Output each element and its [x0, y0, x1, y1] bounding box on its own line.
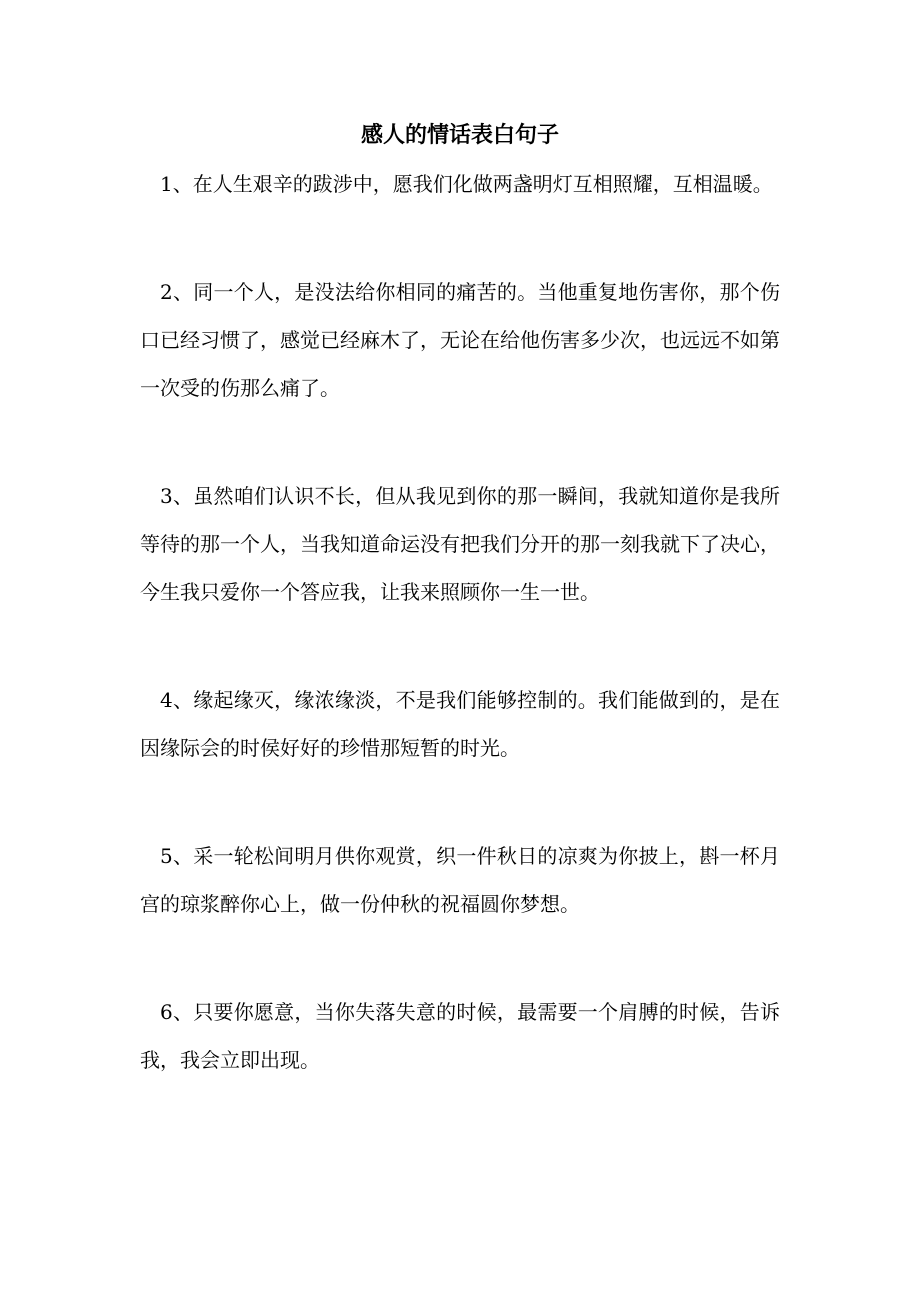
document-title: 感人的情话表白句子: [360, 122, 559, 148]
paragraph-6: 6、只要你愿意，当你失落失意的时候，最需要一个肩膊的时候，告诉我，我会立即出现。: [140, 1000, 780, 1072]
paragraph-4: 4、缘起缘灭，缘浓缘淡，不是我们能够控制的。我们能做到的，是在因缘际会的时侯好好的珍惜那短暂的时光。: [140, 688, 780, 760]
paragraph-1: 1、在人生艰辛的跋涉中，愿我们化做两盏明灯互相照耀，互相温暖。: [160, 172, 773, 196]
paragraph-2: 2、同一个人，是没法给你相同的痛苦的。当他重复地伤害你，那个伤口已经习惯了，感觉已经麻木了，无论在给他伤害多少次，也远远不如第一次受的伤那么痛了。: [140, 280, 780, 400]
paragraph-3: 3、虽然咱们认识不长，但从我见到你的那一瞬间，我就知道你是我所等待的那一个人，当我知道命运没有把我们分开的那一刻我就下了决心，今生我只爱你一个答应我，让我来照顾你一生一世。: [140, 484, 780, 604]
paragraph-5: 5、采一轮松间明月供你观赏，织一件秋日的凉爽为你披上，斟一杯月宫的琼浆醉你心上，做一份仲秋的祝福圆你梦想。: [140, 844, 780, 916]
document-body: [140, 160, 780, 1144]
